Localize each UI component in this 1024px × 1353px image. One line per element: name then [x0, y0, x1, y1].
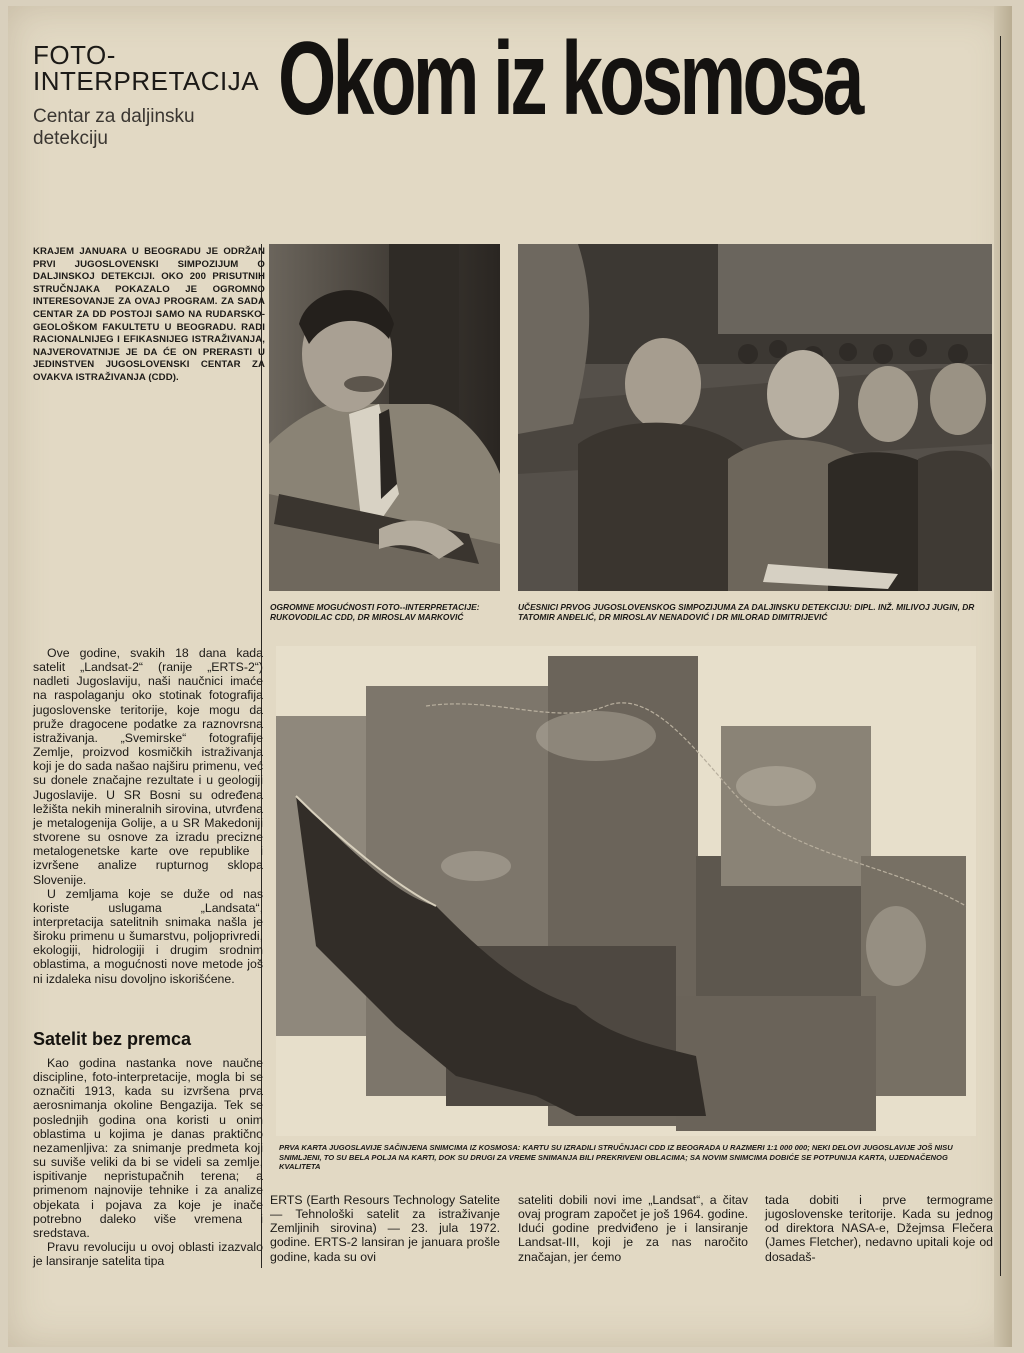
- speaker-photo-image: [269, 244, 500, 591]
- page-binding-edge: [994, 6, 1012, 1347]
- body-paragraph: ERTS (Earth Resours Technology Satelite — Tehnološki satelit za istraživanje Zemljinih sirovina) — 23. jula 1972. godine. ERTS-2 lansiran je januara prošle godine, kada su ovi: [270, 1193, 500, 1264]
- body-paragraph: U zemljama koje se duže od nas koriste uslugama „Landsata“, interpretacija satelitnih snimaka našla je široku primenu u šumarstvu, poljoprivredi, ekologiji, hidrologiji i drugim srodnim oblastima, a mogućnosti nove metode još ni izdaleka nisu dovoljno iskorišćene.: [33, 886, 263, 986]
- body-column-1b: [33, 1056, 263, 1268]
- subheading: Satelit bez premca: [33, 1029, 192, 1049]
- body-paragraph: Ove godine, svakih 18 dana kada satelit „Landsat-2“ (ranije „ERTS-2“) nadleti Jugoslaviju, naši naučnici imaće na raspolaganju oko stotinak fotografija jugoslovenske teritorije, koje mogu da pruže dragocene podatke za raznovrsna istraživanja. „Svemirske“ fotografije Zemlje, proizvod kosmičkih istraživanja koji je do sada našao najširu primenu, već su donele značajne rezultate i u geologiji Jugoslavije. U SR Bosni su određena ležišta nekih mineralnih sirovina, utvrđena je metalogenija Golije, a u SR Makedoniji stvorene su osnove za izradu precizne metalogenetske karte ove republike i izvršene analize rupturnog sklopa Slovenije.: [33, 646, 263, 887]
- headline: Okom iz kosmosa: [278, 21, 861, 137]
- audience-photo-caption: UČESNICI PRVOG JUGOSLOVENSKOG SIMPOZIJUMA ZA DALJINSKU DETEKCIJU: DIPL. INŽ. MILIVOJ JUGIN, DR TATOMIR ANĐELIĆ, DR MIROSLAV NENADOVIĆ I DR MILORAD DIMITRIJEVIĆ: [518, 602, 975, 623]
- body-column-3: [518, 1193, 748, 1264]
- body-column-1a: [33, 646, 263, 986]
- satellite-map-image: [276, 646, 976, 1136]
- body-column-4: [765, 1193, 993, 1264]
- body-paragraph: Pravu revoluciju u ovoj oblasti izazvalo je lansiranje satelita tipa: [33, 1240, 263, 1269]
- lead-paragraph: KRAJEM JANUARA U BEOGRADU JE ODRŽAN PRVI JUGOSLOVENSKI SIMPOZIJUM O DALJINSKOJ DETEKCIJI. OKO 200 PRISUTNIH STRUČNJAKA POKAZALO JE OGROMNO INTERESOVANJE ZA OVAJ PROGRAM. ZA SADA CENTAR ZA DD POSTOJI SAMO NA RUDARSKO-GEOLOŠKOM FAKULTETU U BEOGRADU. RADI RACIONALNIJEG I EFIKASNIJEG ISTRAŽIVANJA, NAJVEROVATNIJE JE DA ĆE ON PRERASTI U JEDINSTVEN JUGOSLOVENSKI CENTAR ZA OVAKVA ISTRAŽIVANJA (CDD).: [33, 246, 265, 383]
- section-subtitle: Centar za daljinsku detekciju: [33, 106, 195, 149]
- body-paragraph: sateliti dobili novi ime „Landsat“, a čitav ovaj program započet je još 1964. godine. Idući godine predviđeno je i lansiranje Landsat-III, koji je za nas naročito značajan, jer ćemo: [518, 1193, 748, 1264]
- section-label: [33, 42, 268, 150]
- magazine-page: [8, 6, 1012, 1347]
- body-paragraph: tada dobiti i prve termograme jugoslovenske teritorije. Kada su jednog od direktora NASA-e, Džejmsa Flečera (James Fletcher), nedavno upitali koje od dosadaš-: [765, 1193, 993, 1264]
- column-rule: [1000, 36, 1001, 1276]
- audience-photo-image: [518, 244, 992, 591]
- speaker-photo: [269, 244, 500, 591]
- body-paragraph: Kao godina nastanka nove naučne discipline, foto-interpretacije, mogla bi se označiti 1913, kada su izvršena prva aerosnimanja okoline Bengazija. Tek se poslednjih godina ona koristi u onim oblastima u kojima je danas praktično nezamenljiva: za snimanje predmeta koji su suviše veliki da bi se videli sa zemlje, ispitivanje nepristupačnih terena; a primenom najnovije tehnike i za analize objekata i pojava za koje je inače potrebno daleko više vremena i sredstava.: [33, 1056, 263, 1240]
- section-title: FOTO- INTERPRETACIJA: [33, 40, 260, 96]
- audience-photo: [518, 244, 992, 591]
- map-caption: PRVA KARTA JUGOSLAVIJE SAČINJENA SNIMCIMA IZ KOSMOSA: KARTU SU IZRADILI STRUČNJACI CDD IZ BEOGRADA U RAZMERI 1:1 000 000; NEKI DELOVI JUGOSLAVIJE JOŠ NISU SNIMLJENI, TO SU BELA POLJA NA KARTI, DOK SU DRUGI ZA VREME SNIMANJA BILI PREKRIVENI OBLACIMA; SA NOVIM SNIMCIMA DOBIĆE SE POTPUNIJA KARTA, UJEDNAČENOG KVALITETA: [279, 1143, 953, 1171]
- speaker-photo-caption: OGROMNE MOGUĆNOSTI FOTO--INTERPRETACIJE: RUKOVODILAC CDD, DR MIROSLAV MARKOVIĆ: [270, 602, 480, 623]
- body-column-2: [270, 1193, 500, 1264]
- satellite-map: [276, 646, 976, 1136]
